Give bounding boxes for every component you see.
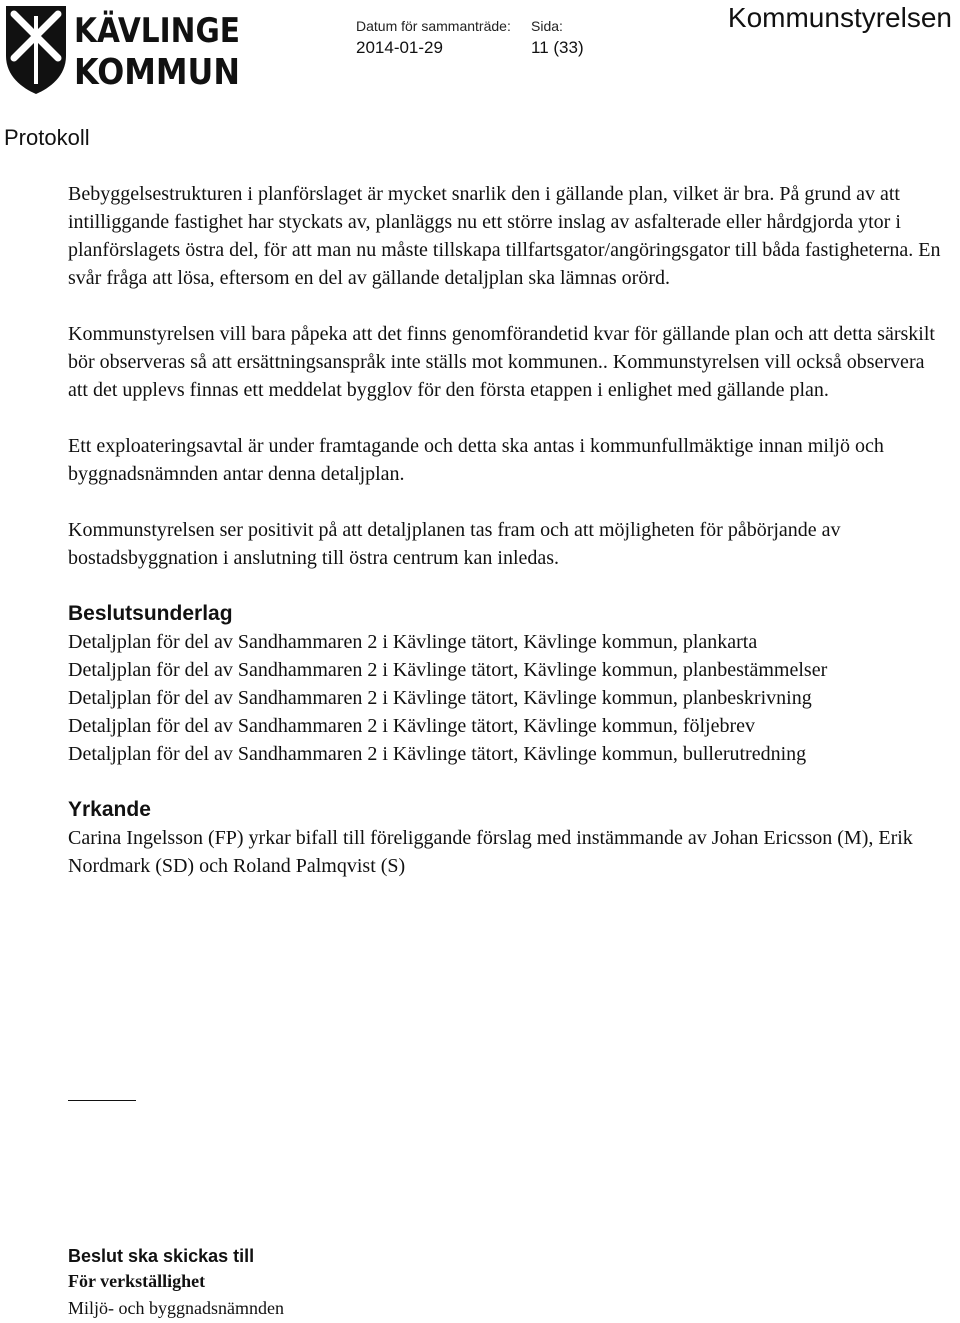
paragraph-4: Kommunstyrelsen ser positivit på att detaljplanen tas fram och att möjligheten för påbörjande av bostadsbyggnation i anslutning till östra centrum kan inledas. (68, 519, 841, 569)
list-item: Detaljplan för del av Sandhammaren 2 i Kävlinge tätort, Kävlinge kommun, planbestämmelser (68, 659, 828, 681)
distribution-section (68, 1243, 568, 1323)
distribution-subheading: För verkställighet (68, 1271, 206, 1291)
page-label: Sida: (531, 18, 563, 34)
organization-name: Kommunstyrelsen (727, 2, 952, 33)
yrkande-text: Carina Ingelsson (FP) yrkar bifall till föreliggande förslag med instämmande av Johan Ericsson (M), Erik Nordmark (SD) och Roland Palmqvist (S) (68, 827, 913, 877)
beslutsunderlag-heading: Beslutsunderlag (68, 602, 233, 625)
paragraph-2: Kommunstyrelsen vill bara påpeka att det finns genomförandetid kvar för gällande plan och att detta särskilt bör observeras så att ersättningsanspråk inte ställs mot kommunen.. Kommunstyrelsen vill också observera att det upplevs finnas ett meddelat bygglov för den första etappen i enlighet med gällande plan. (68, 323, 935, 401)
list-item: Detaljplan för del av Sandhammaren 2 i Kävlinge tätort, Kävlinge kommun, plankarta (68, 631, 758, 653)
distribution-heading: Beslut ska skickas till (68, 1246, 255, 1266)
list-item: Detaljplan för del av Sandhammaren 2 i Kävlinge tätort, Kävlinge kommun, följebrev (68, 715, 756, 737)
document-body (68, 180, 948, 908)
kavlinge-kommun-logo (2, 4, 265, 94)
page-number: 11 (33) (531, 38, 584, 57)
beslutsunderlag-list (68, 628, 948, 768)
yrkande-heading: Yrkande (68, 798, 151, 821)
paragraph-1: Bebyggelsestrukturen i planförslaget är mycket snarlik den i gällande plan, vilket är bra. På grund av att intilliggande fastighet har styckats av, planläggs nu ett större inslag av asfalterade eller hårdgjorda ytor i planförslagets östra del, för att man nu måste tillskapa tillfartsgator/angöringsgator till båda fastigheterna. En svår fråga att lösa, eftersom en del av gällande detaljplan ska lämnas orörd. (68, 183, 941, 289)
list-item: Detaljplan för del av Sandhammaren 2 i Kävlinge tätort, Kävlinge kommun, planbeskrivning (68, 687, 812, 709)
paragraph-3: Ett exploateringsavtal är under framtagande och detta ska antas i kommunfullmäktige innan miljö och byggnadsnämnden antar denna detaljplan. (68, 435, 884, 485)
document-type: Protokoll (4, 125, 90, 150)
list-item: Detaljplan för del av Sandhammaren 2 i Kävlinge tätort, Kävlinge kommun, bullerutredning (68, 743, 807, 765)
meeting-date: 2014-01-29 (356, 38, 443, 57)
logo-line2: KOMMUN (74, 52, 240, 93)
separator-line (68, 1100, 136, 1101)
document-header (0, 0, 960, 100)
meeting-date-label: Datum för sammanträde: (356, 18, 511, 34)
logo-line1: KÄVLINGE (74, 11, 265, 51)
distribution-recipient: Miljö- och byggnadsnämnden (68, 1298, 284, 1318)
